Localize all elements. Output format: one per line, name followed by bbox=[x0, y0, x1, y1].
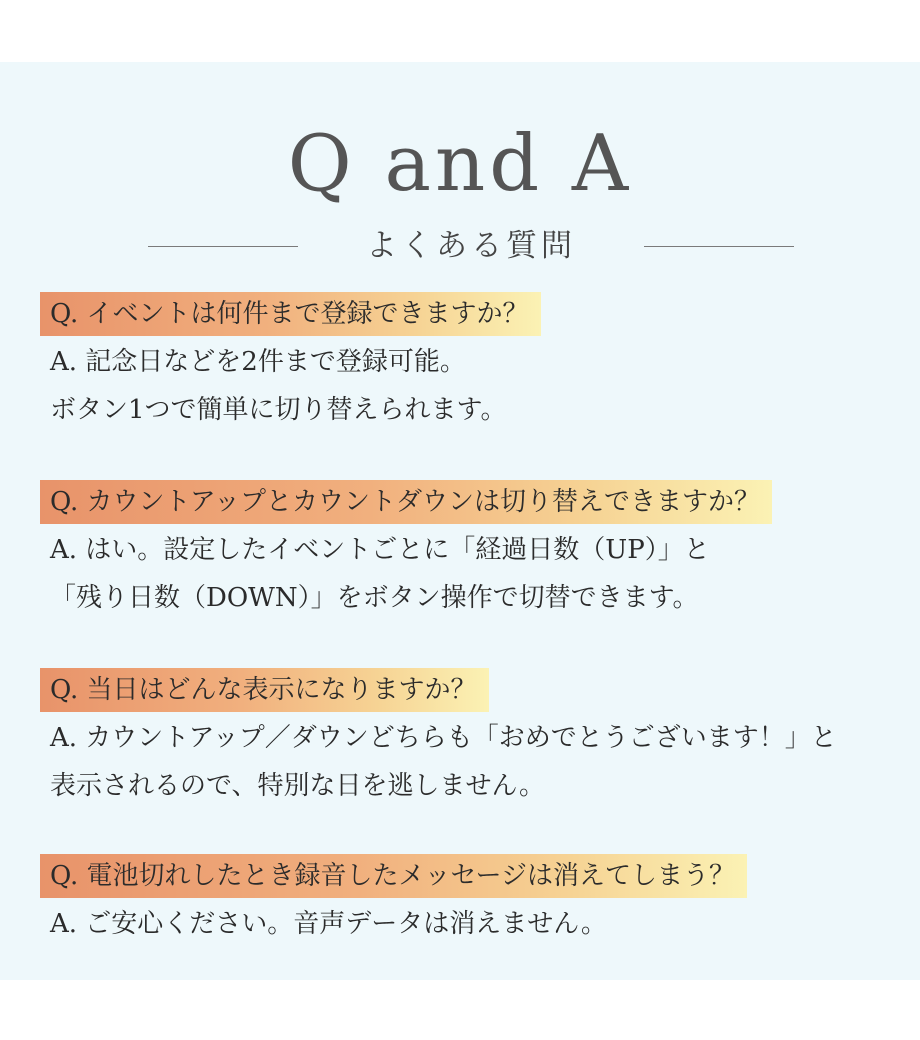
faq-answer-line: A. ご安心ください。音声データは消えません。 bbox=[50, 909, 607, 939]
faq-item-4 bbox=[40, 854, 747, 948]
faq-item-1 bbox=[40, 292, 541, 434]
faq-answer-line: A. 記念日などを2件まで登録可能。 bbox=[50, 347, 466, 377]
faq-answer-line: 「残り日数（DOWN）」をボタン操作で切替できます。 bbox=[50, 583, 699, 613]
faq-answer-line: 表示されるので、特別な日を逃しません。 bbox=[50, 771, 546, 801]
divider-left bbox=[148, 246, 298, 247]
page-subtitle: よくある質問 bbox=[366, 228, 576, 264]
faq-answer-line: ボタン1つで簡単に切り替えられます。 bbox=[50, 395, 507, 425]
page-title: Q and A bbox=[287, 119, 633, 209]
divider-right bbox=[644, 246, 794, 247]
faq-answer-line: A. はい。設定したイベントごとに「経過日数（UP）」と bbox=[50, 535, 710, 565]
faq-question: Q. 電池切れしたとき録音したメッセージは消えてしまう？ bbox=[40, 854, 747, 898]
faq-item-2 bbox=[40, 480, 772, 622]
faq-question: Q. カウントアップとカウントダウンは切り替えできますか？ bbox=[40, 480, 772, 524]
faq-item-3 bbox=[40, 668, 837, 810]
subtitle-row bbox=[148, 224, 794, 268]
faq-question: Q. イベントは何件まで登録できますか？ bbox=[40, 292, 541, 336]
faq-question: Q. 当日はどんな表示になりますか？ bbox=[40, 668, 489, 712]
faq-answer-line: A. カウントアップ／ダウンどちらも「おめでとうございます！」と bbox=[50, 723, 837, 753]
